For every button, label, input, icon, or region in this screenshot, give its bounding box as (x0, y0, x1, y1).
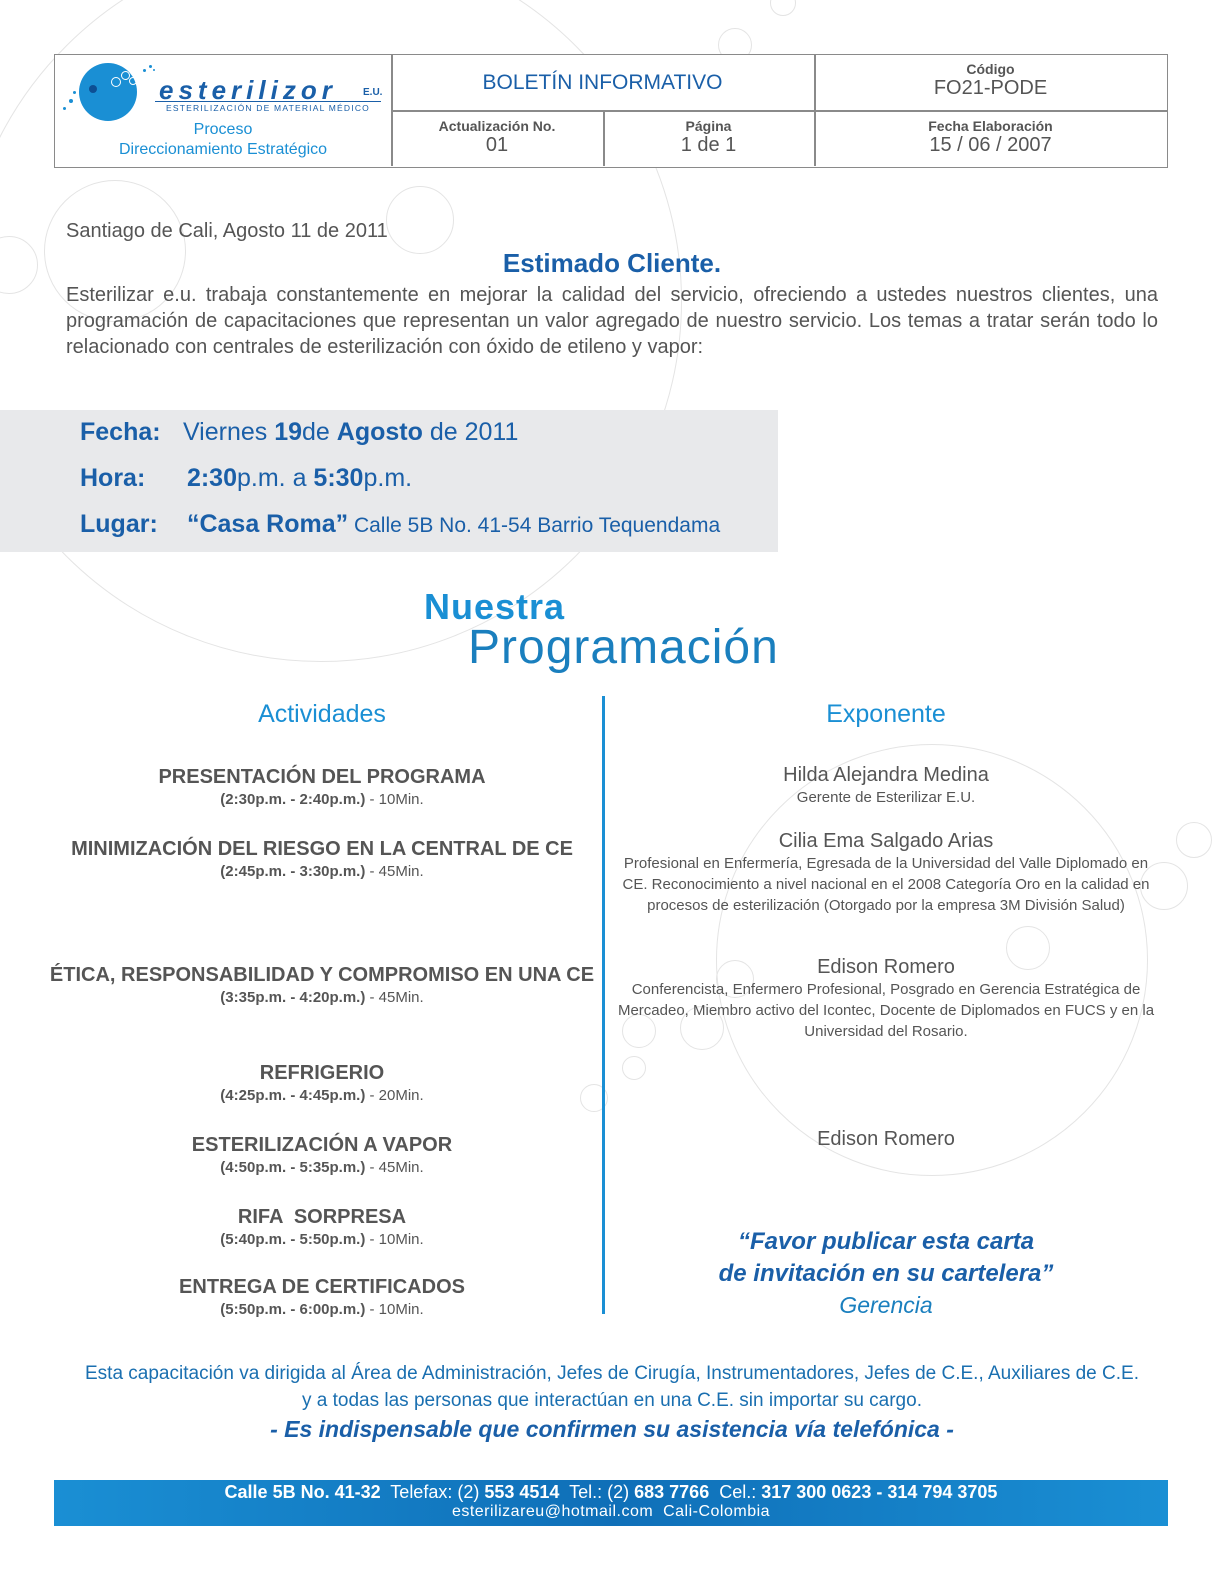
logo-dot (89, 85, 97, 93)
document-title: BOLETÍN INFORMATIVO (482, 71, 723, 94)
activity-duration: - 10Min. (365, 791, 424, 808)
speaker-description: Profesional en Enfermería, Egresada de la Universidad del Valle Diplomado en CE. Reconocimiento a nivel nacional en el 2008 Categoría Oro en la calidad en procesos de esterilización (Otorgado por la empresa 3M División Salud) (622, 855, 1150, 914)
event-place-label: Lugar: (80, 510, 158, 538)
document-header (54, 54, 1168, 168)
logo-dot (69, 99, 73, 103)
event-place-address: Calle 5B No. 41-54 Barrio Tequendama (348, 514, 721, 537)
event-date-pre: Viernes (182, 418, 275, 446)
header-divider (391, 110, 1167, 112)
activity-time: (4:25p.m. - 4:45p.m.) (220, 1087, 366, 1104)
update-label: Actualización No. (438, 118, 556, 134)
program-title-top: Nuestra (424, 586, 566, 627)
activity-time: (5:40p.m. - 5:50p.m.) (220, 1231, 366, 1248)
date-label: Fecha Elaboración (928, 118, 1053, 134)
activity-item (40, 838, 604, 880)
activity-time: (4:50p.m. - 5:35p.m.) (220, 1159, 366, 1176)
event-date-day: 19 (274, 418, 303, 446)
event-info-box (0, 410, 778, 552)
code-value: FO21-PODE (933, 77, 1048, 99)
process-label: Proceso (193, 121, 253, 138)
logo-dot (143, 69, 146, 72)
activity-duration: - 20Min. (365, 1087, 424, 1104)
contact-footer (54, 1480, 1168, 1526)
footer-email-line (54, 1503, 1168, 1521)
speaker-name: Hilda Alejandra Medina (783, 764, 989, 786)
event-time-row (80, 464, 412, 493)
footer-city: Cali-Colombia (653, 1503, 771, 1520)
date-value: 15 / 06 / 2007 (929, 134, 1052, 156)
background-bubble (386, 186, 454, 254)
event-date-label: Fecha: (80, 418, 161, 446)
background-bubble (770, 0, 796, 16)
activity-time: (5:50p.m. - 6:00p.m.) (220, 1301, 366, 1318)
event-place-row (80, 510, 720, 539)
event-date-row (80, 418, 518, 447)
activity-time: (2:30p.m. - 2:40p.m.) (220, 791, 366, 808)
speaker-name: Edison Romero (817, 956, 955, 978)
event-time-start: 2:30 (186, 464, 237, 492)
activity-title: ÉTICA, RESPONSABILIDAD Y COMPROMISO EN UNA CE (49, 964, 595, 986)
speaker-item (612, 1128, 1160, 1151)
logo-wordmark: esterilizor (159, 75, 337, 105)
audience-line-1: Esta capacitación va dirigida al Área de Administración, Jefes de Cirugía, Instrumentadores, Jefes de C.E., Auxiliares de C.E. (85, 1363, 1139, 1384)
speaker-description: Conferencista, Enfermero Profesional, Posgrado en Gerencia Estratégica de Mercadeo, Miembro activo del Icontec, Docente de Diplomados en FUCS y en la Universidad del Rosario. (617, 981, 1155, 1040)
activity-duration: - 45Min. (365, 863, 424, 880)
footer-tel: 683 7766 (634, 1482, 710, 1502)
activity-title: REFRIGERIO (259, 1062, 385, 1084)
confirm-notice: - Es indispensable que confirmen su asistencia vía telefónica - (270, 1416, 954, 1442)
logo-ring (129, 77, 137, 85)
logo-tagline: ESTERILIZACIÓN DE MATERIAL MÉDICO (155, 101, 381, 113)
activity-item (40, 1276, 604, 1318)
event-time-post: p.m. (363, 464, 413, 492)
activity-duration: - 10Min. (365, 1231, 424, 1248)
quote-line-2: de invitación en su cartelera” (718, 1260, 1054, 1287)
footer-tel-label: Tel.: (2) (559, 1482, 635, 1502)
activity-item (40, 1134, 604, 1176)
logo-dot (63, 107, 66, 110)
footer-fax: 553 4514 (484, 1482, 560, 1502)
audience-line-2: y a todas las personas que interactúan en una C.E. sin importar su cargo. (302, 1390, 922, 1411)
activity-item (40, 766, 604, 808)
background-bubble (622, 1056, 646, 1080)
activity-title: ESTERILIZACIÓN A VAPOR (191, 1134, 453, 1156)
speaker-item (612, 956, 1160, 1042)
quote-signature: Gerencia (839, 1292, 933, 1318)
speaker-name: Edison Romero (817, 1128, 955, 1150)
intro-paragraph: Esterilizar e.u. trabaja constantemente en mejorar la calidad del servicio, ofreciendo a ustedes nuestros clientes, una programación de capacitaciones que representan un valor agregado de nuestro servicio. Los temas a tratar serán todo lo relacionado con centrales de esterilización con óxido de etileno y vapor: (66, 284, 1158, 358)
footer-contact-line (54, 1482, 1168, 1503)
footer-fax-label: Telefax: (2) (380, 1482, 485, 1502)
footer-cel: 317 300 0623 - 314 794 3705 (761, 1482, 998, 1502)
activity-title: RIFA SORPRESA (237, 1206, 407, 1228)
speaker-description: Gerente de Esterilizar E.U. (796, 789, 976, 806)
page-label: Página (685, 118, 732, 134)
event-date-mid: de (302, 418, 337, 446)
process-name: Direccionamiento Estratégico (118, 141, 328, 158)
footer-address: Calle 5B No. 41-32 (224, 1482, 381, 1502)
activity-time: (2:45p.m. - 3:30p.m.) (220, 863, 366, 880)
activity-title: PRESENTACIÓN DEL PROGRAMA (158, 766, 486, 788)
event-time-end: 5:30 (313, 464, 364, 492)
logo-ring (111, 77, 121, 87)
activity-item (40, 1062, 604, 1104)
speakers-header: Exponente (826, 700, 946, 728)
speaker-name: Cilia Ema Salgado Arias (778, 830, 994, 852)
code-label: Código (966, 61, 1015, 77)
speaker-item (612, 764, 1160, 808)
logo-dot (149, 65, 152, 68)
background-bubble (1176, 822, 1212, 858)
event-time-mid: p.m. a (237, 464, 314, 492)
activity-duration: - 45Min. (365, 989, 424, 1006)
activity-item (40, 1206, 604, 1248)
quote-line-1: “Favor publicar esta carta (737, 1228, 1035, 1255)
logo-dot (73, 91, 76, 94)
speaker-item (612, 830, 1160, 916)
activity-duration: - 10Min. (365, 1301, 424, 1318)
activity-title: ENTREGA DE CERTIFICADOS (179, 1276, 465, 1298)
event-date-post: de 2011 (422, 418, 519, 446)
logo-suffix: E.U. (363, 87, 383, 98)
event-time-label: Hora: (80, 464, 146, 492)
activity-title: MINIMIZACIÓN DEL RIESGO EN LA CENTRAL DE CE (71, 838, 573, 860)
footer-email[interactable]: esterilizareu@hotmail.com (451, 1503, 654, 1520)
activity-duration: - 45Min. (365, 1159, 424, 1176)
footer-cel-label: Cel.: (709, 1482, 762, 1502)
event-date-month: Agosto (336, 418, 423, 446)
program-title-bottom: Programación (468, 621, 779, 674)
place-date: Santiago de Cali, Agosto 11 de 2011 (66, 220, 388, 242)
activity-item (20, 964, 624, 1006)
logo-dot (153, 69, 155, 71)
page-value: 1 de 1 (680, 134, 737, 156)
activities-header: Actividades (258, 700, 386, 728)
event-place-name: “Casa Roma” (186, 510, 349, 538)
greeting: Estimado Cliente. (502, 248, 722, 278)
update-value: 01 (485, 134, 509, 156)
activity-time: (3:35p.m. - 4:20p.m.) (220, 989, 366, 1006)
